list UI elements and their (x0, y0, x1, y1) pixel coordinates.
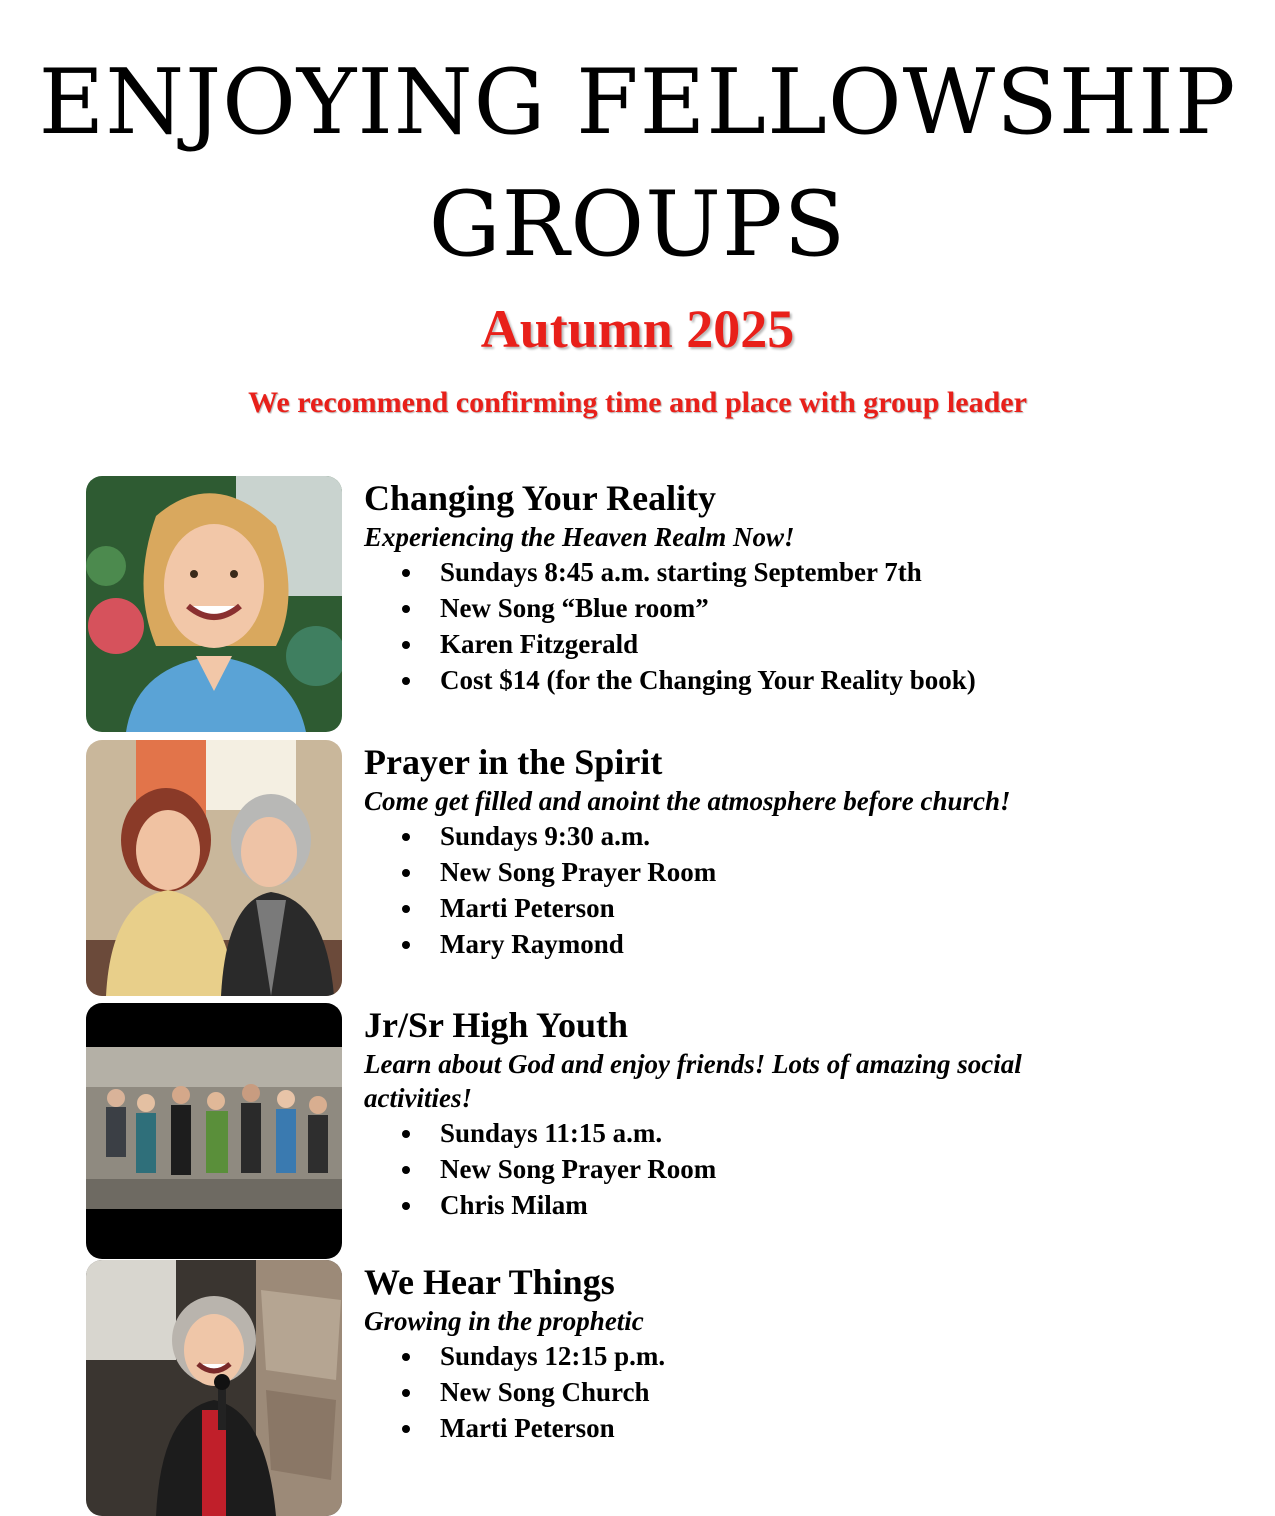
group-jr-sr-high-youth (86, 1003, 1186, 1259)
two-women-image (86, 740, 342, 996)
group-schedule: Sundays 9:30 a.m. (400, 818, 1104, 854)
group-leader: Chris Milam (400, 1187, 1104, 1223)
group-schedule: Sundays 12:15 p.m. (400, 1338, 1104, 1374)
page-title-line-1: ENJOYING FELLOWSHIP (38, 50, 1237, 155)
group-leader: Marti Peterson (400, 890, 1104, 926)
group-tagline: Learn about God and enjoy friends! Lots of amazing social activities! (364, 1049, 1022, 1113)
group-location: New Song “Blue room” (400, 590, 1104, 626)
group-leader: Marti Peterson (400, 1410, 1104, 1446)
group-details-list (364, 1338, 1104, 1446)
group-location: New Song Prayer Room (400, 854, 1104, 890)
group-tagline: Come get filled and anoint the atmosphere before church! (364, 786, 1011, 816)
group-cost: Cost $14 (for the Changing Your Reality book) (400, 662, 1104, 698)
group-details-list (364, 1115, 1104, 1223)
group-photo-karen (86, 476, 342, 732)
group-name: Changing Your Reality (364, 478, 717, 518)
portrait-woman-image (86, 476, 342, 732)
group-name: Prayer in the Spirit (364, 742, 663, 782)
page-title-line-2: GROUPS (428, 172, 847, 277)
group-details-list (364, 554, 1104, 698)
group-tagline: Growing in the prophetic (364, 1306, 644, 1336)
group-location: New Song Church (400, 1374, 1104, 1410)
group-tagline: Experiencing the Heaven Realm Now! (364, 522, 795, 552)
season-heading: Autumn 2025 (480, 299, 795, 359)
group-name: Jr/Sr High Youth (364, 1005, 629, 1045)
group-prayer-in-the-spirit (86, 740, 1186, 996)
group-schedule: Sundays 11:15 a.m. (400, 1115, 1104, 1151)
woman-with-microphone-image (86, 1260, 342, 1516)
group-name: We Hear Things (364, 1262, 615, 1302)
group-leader: Mary Raymond (400, 926, 1104, 962)
group-location: New Song Prayer Room (400, 1151, 1104, 1187)
group-we-hear-things (86, 1260, 1186, 1516)
group-details-list (364, 818, 1104, 962)
group-photo-prayer-leaders (86, 740, 342, 996)
confirm-notice: We recommend confirming time and place with group leader (248, 386, 1027, 419)
group-photo-youth (86, 1003, 342, 1259)
group-leader: Karen Fitzgerald (400, 626, 1104, 662)
group-schedule: Sundays 8:45 a.m. starting September 7th (400, 554, 1104, 590)
youth-group-image (86, 1003, 342, 1259)
group-changing-your-reality (86, 476, 1186, 732)
group-photo-marti (86, 1260, 342, 1516)
